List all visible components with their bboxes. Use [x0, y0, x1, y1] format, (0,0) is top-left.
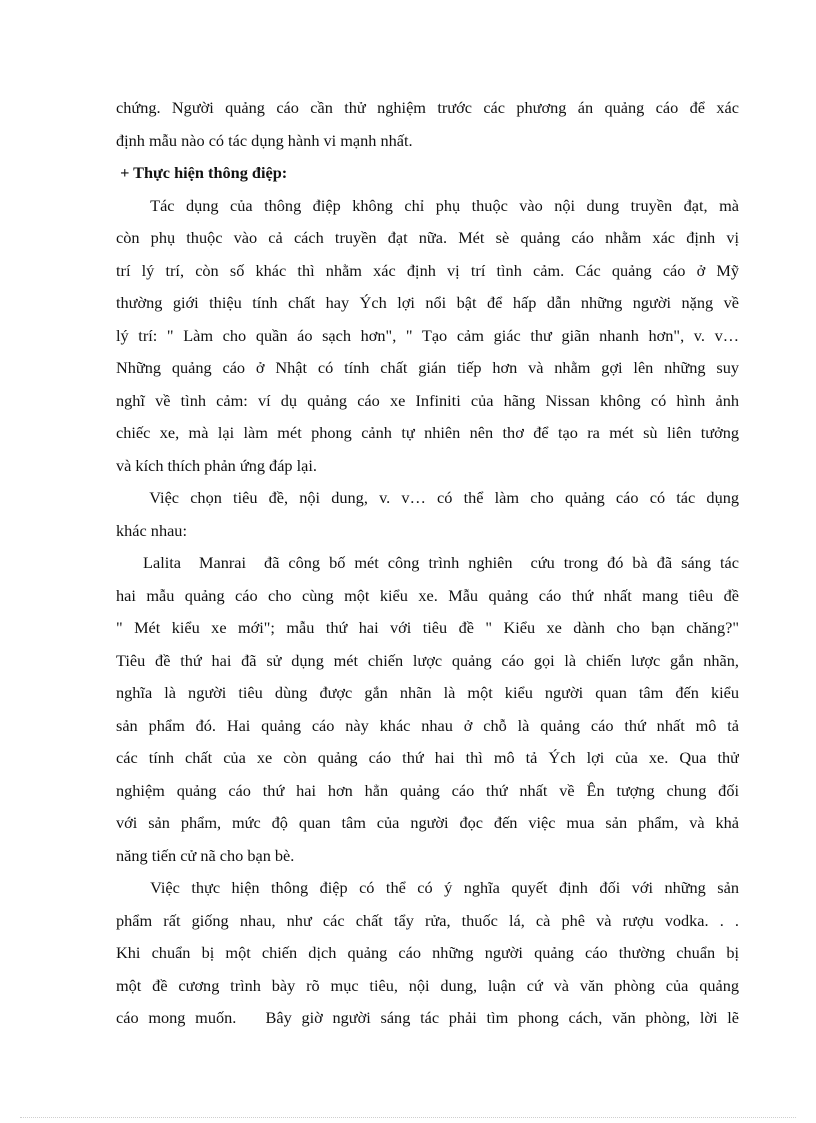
- text-line: và kích thích phản ứng đáp lại.: [116, 455, 317, 475]
- text-line: " Mét kiểu xe mới"; mẫu thứ hai với tiêu đề " Kiểu xe dành cho bạn chăng?": [116, 618, 739, 637]
- footer-divider: [20, 1117, 796, 1118]
- text-line: năng tiến cử nã cho bạn bè.: [116, 845, 295, 865]
- text-line: Việc thực hiện thông điệp có thể có ý nghĩa quyết định đối với những sản: [116, 878, 739, 897]
- text-line: Việc chọn tiêu đề, nội dung, v. v… có thể làm cho quảng cáo có tác dụng: [116, 488, 739, 507]
- text-line: chứng. Người quảng cáo cần thử nghiệm trước các phương án quảng cáo để xác: [116, 98, 739, 117]
- text-line: Những quảng cáo ở Nhật có tính chất gián tiếp hơn và nhằm gợi lên những suy: [116, 358, 739, 377]
- text-line: phẩm rất giống nhau, như các chất tẩy rửa, thuốc lá, cà phê và rượu vodka. . .: [116, 910, 739, 930]
- text-line: sản phẩm đó. Hai quảng cáo này khác nhau ở chỗ là quảng cáo thứ nhất mô tả: [116, 715, 739, 735]
- text-line: thường giới thiệu tính chất hay Ých lợi nổi bật để hấp dẫn những người nặng về: [116, 293, 739, 312]
- text-line: Lalita Manrai đã công bố mét công trình nghiên cứu trong đó bà đã sáng tác: [116, 553, 739, 572]
- text-line: lý trí: " Làm cho quần áo sạch hơn", " Tạo cảm giác thư giãn nhanh hơn", v. v…: [116, 325, 739, 345]
- document-page: [116, 92, 739, 1035]
- text-line: với sản phẩm, mức độ quan tâm của người đọc đến việc mua sản phẩm, và khả: [116, 813, 739, 832]
- text-line: Tiêu đề thứ hai đã sử dụng mét chiến lược quảng cáo gọi là chiến lược gắn nhãn,: [116, 650, 739, 670]
- text-line: nghĩa là người tiêu dùng được gắn nhãn là một kiểu người quan tâm đến kiểu: [116, 683, 739, 702]
- text-line: hai mẫu quảng cáo cho cùng một kiểu xe. Mẫu quảng cáo thứ nhất mang tiêu đề: [116, 585, 739, 605]
- section-heading: + Thực hiện thông điệp:: [116, 163, 288, 182]
- text-line: chiếc xe, mà lại làm mét phong cảnh tự nhiên nên thơ để tạo ra mét sù liên tưởng: [116, 423, 739, 442]
- text-line: Tác dụng của thông điệp không chỉ phụ thuộc vào nội dung truyền đạt, mà: [116, 195, 739, 215]
- text-line: định mẫu nào có tác dụng hành vi mạnh nhất.: [116, 130, 413, 150]
- text-line: Khi chuẩn bị một chiến dịch quảng cáo những người quảng cáo thường chuẩn bị: [116, 943, 739, 962]
- text-line: nghiệm quảng cáo thứ hai hơn hẳn quảng cáo thứ nhất về Ên tượng chung đối: [116, 780, 739, 800]
- text-line: còn phụ thuộc vào cả cách truyền đạt nữa. Mét sè quảng cáo nhằm xác định vị: [116, 228, 739, 247]
- text-line: trí lý trí, còn số khác thì nhằm xác định vị trí tình cảm. Các quảng cáo ở Mỹ: [116, 260, 739, 280]
- text-line: một đề cương trình bày rõ mục tiêu, nội dung, luận cứ và văn phòng của quảng: [116, 975, 739, 995]
- text-line: cáo mong muốn. Bây giờ người sáng tác phải tìm phong cách, văn phòng, lời lẽ: [116, 1008, 739, 1027]
- text-line: các tính chất của xe còn quảng cáo thứ hai thì mô tả Ých lợi của xe. Qua thử: [116, 748, 739, 767]
- text-line: khác nhau:: [116, 520, 187, 540]
- text-line: nghĩ về tình cảm: ví dụ quảng cáo xe Infiniti của hãng Nissan không có hình ảnh: [116, 390, 739, 410]
